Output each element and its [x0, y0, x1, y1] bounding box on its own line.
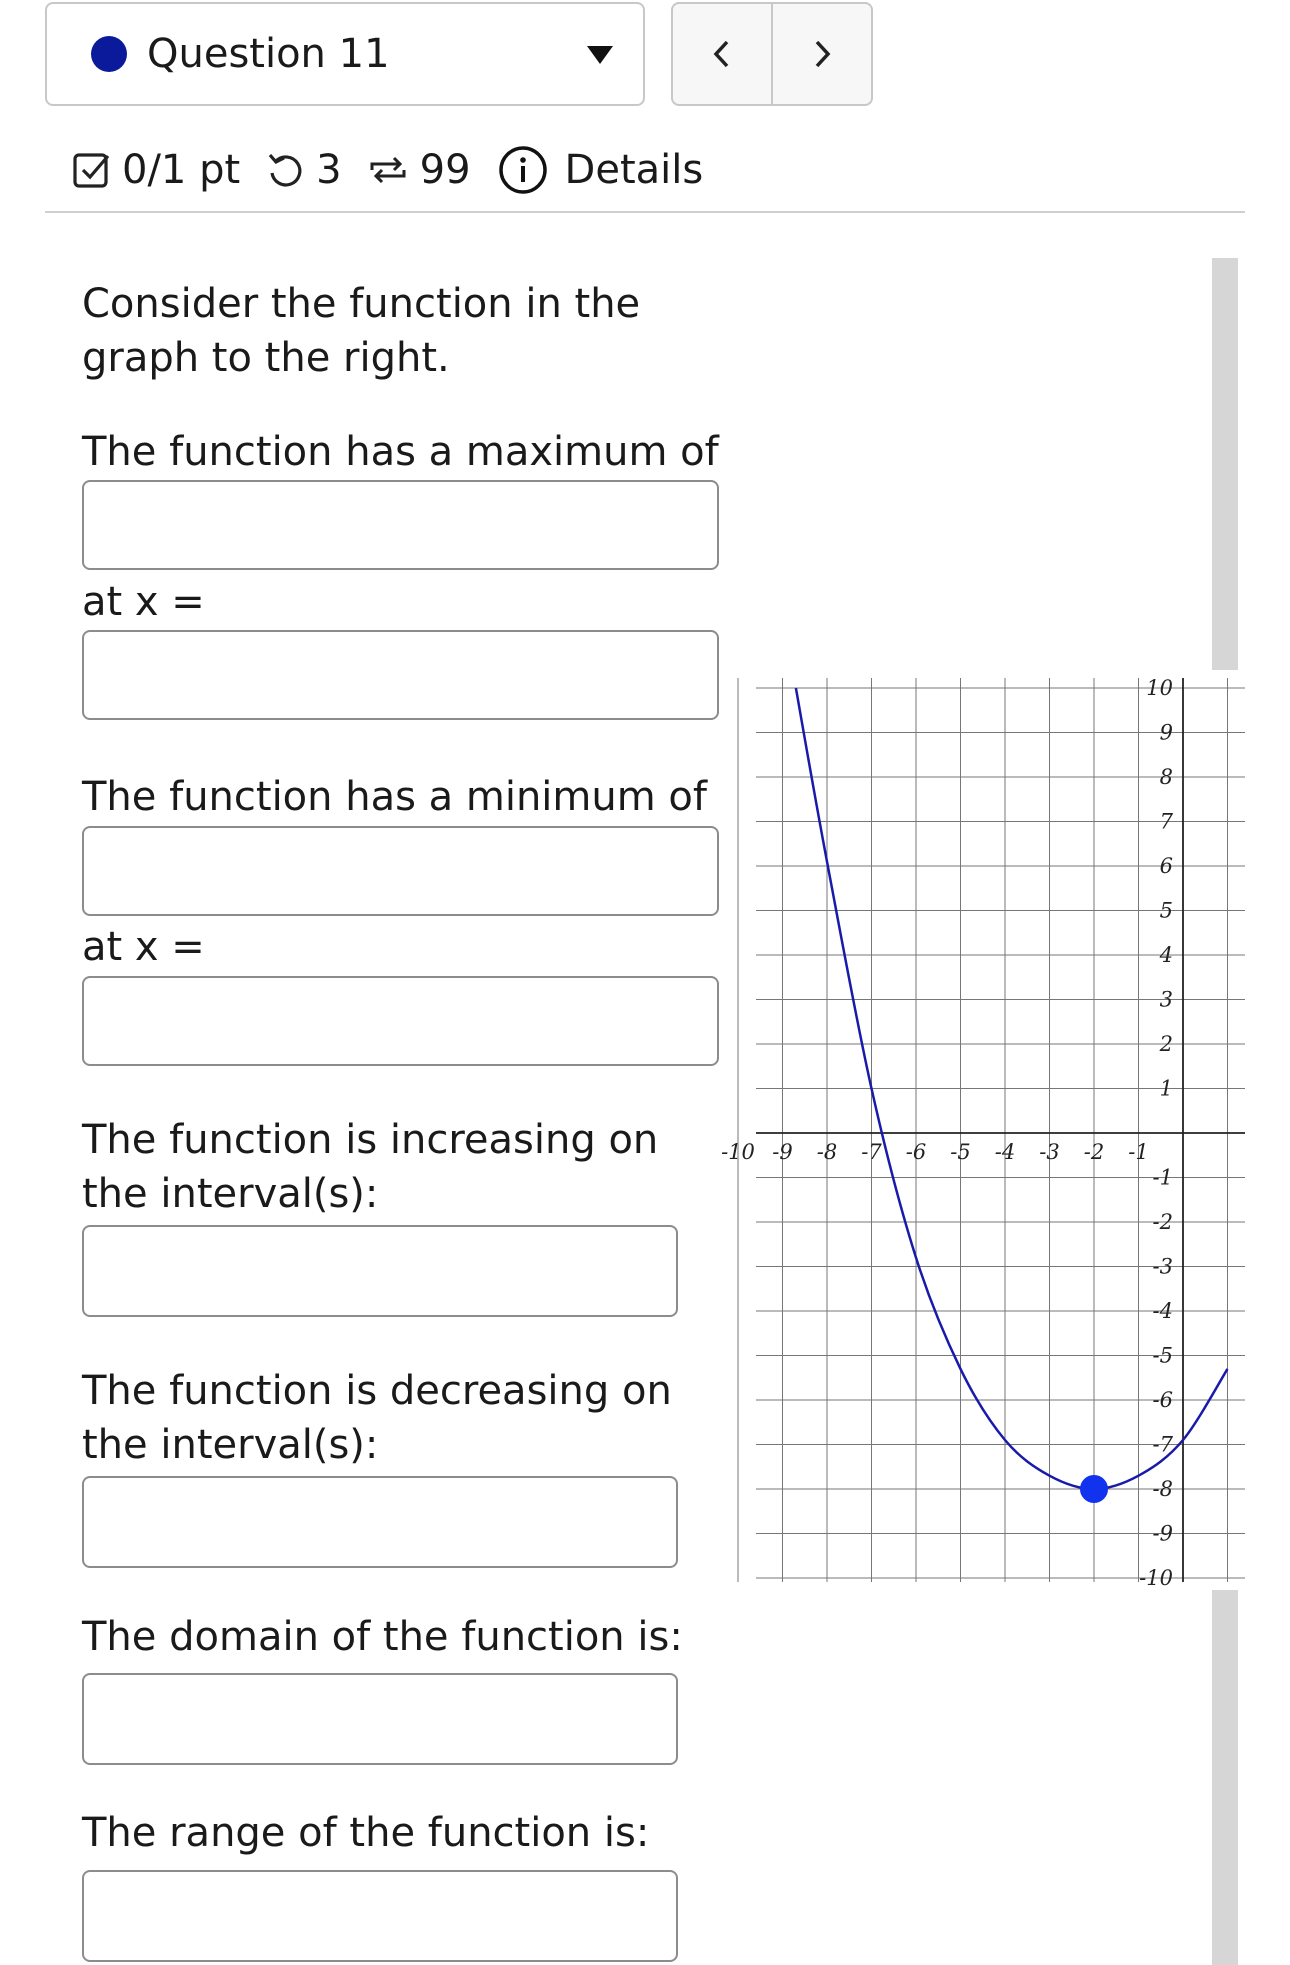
at-x-min-prompt: at x = [82, 924, 205, 970]
intro-text: Consider the function in the graph to the right. [82, 281, 641, 381]
y-tick-label: -3 [1152, 1254, 1173, 1279]
increasing-input[interactable] [82, 1225, 678, 1317]
previous-question-button[interactable] [673, 4, 771, 104]
minimum-point [1081, 1476, 1107, 1502]
y-tick-label: 5 [1159, 898, 1173, 923]
y-tick-label: -5 [1152, 1343, 1173, 1368]
y-tick-label: -9 [1152, 1521, 1173, 1546]
y-tick-label: 6 [1159, 854, 1173, 878]
question-meta [72, 140, 703, 200]
range-prompt: The range of the function is: [82, 1810, 650, 1856]
minimum-input[interactable] [82, 826, 719, 916]
x-tick-label: -6 [905, 1140, 927, 1164]
attempts-count: 99 [419, 147, 471, 193]
y-tick-label: 3 [1159, 987, 1173, 1012]
y-tick-label: -4 [1152, 1299, 1173, 1323]
decreasing-prompt: The function is decreasing on the interval(s): [82, 1368, 672, 1468]
y-tick-label: 8 [1159, 765, 1173, 789]
y-tick-label: -10 [1139, 1566, 1173, 1590]
minimum-prompt: The function has a minimum of [82, 774, 707, 820]
y-tick-label: 1 [1159, 1076, 1173, 1101]
details-label: Details [564, 147, 704, 193]
score-text: 0/1 pt [122, 147, 241, 193]
y-tick-label: 7 [1159, 809, 1173, 834]
x-tick-label: -1 [1128, 1140, 1149, 1164]
y-tick-label: -1 [1152, 1165, 1173, 1190]
min-x-input[interactable] [82, 976, 719, 1066]
y-tick-label: 9 [1159, 720, 1173, 745]
chevron-right-icon [807, 34, 837, 74]
question-status-dot [91, 36, 127, 72]
dropdown-caret-icon [587, 46, 613, 64]
y-tick-label: 4 [1159, 943, 1173, 967]
function-graph [721, 670, 1250, 1590]
question-label: Question 11 [147, 31, 390, 77]
x-tick-label: -3 [1039, 1140, 1060, 1164]
y-tick-label: 2 [1159, 1032, 1173, 1056]
x-tick-label: -8 [816, 1140, 838, 1164]
domain-input[interactable] [82, 1673, 678, 1765]
domain-prompt: The domain of the function is: [82, 1614, 683, 1660]
maximum-input[interactable] [82, 480, 719, 570]
checkbox-score-icon [72, 149, 112, 191]
y-tick-label: -6 [1152, 1388, 1173, 1412]
next-question-button[interactable] [771, 4, 871, 104]
x-tick-label: -9 [772, 1140, 793, 1164]
x-tick-label: -7 [861, 1140, 882, 1164]
attempts-icon [366, 148, 410, 192]
info-icon [497, 144, 549, 196]
retries-count: 3 [316, 147, 342, 193]
details-button[interactable] [497, 144, 704, 196]
x-tick-label: -5 [950, 1140, 971, 1164]
x-tick-label: -4 [994, 1140, 1016, 1164]
question-selector[interactable] [45, 2, 645, 106]
max-x-input[interactable] [82, 630, 719, 720]
y-tick-label: 10 [1146, 676, 1173, 700]
increasing-prompt: The function is increasing on the interval(s): [82, 1117, 659, 1217]
y-tick-label: -7 [1152, 1432, 1173, 1457]
retry-icon [264, 149, 306, 191]
chevron-left-icon [707, 34, 737, 74]
question-nav [671, 2, 873, 106]
decreasing-input[interactable] [82, 1476, 678, 1568]
x-tick-label: -10 [721, 1140, 755, 1164]
x-tick-label: -2 [1083, 1140, 1105, 1164]
graph-background [748, 670, 1250, 1590]
range-input[interactable] [82, 1870, 678, 1962]
header-divider [45, 211, 1245, 213]
y-tick-label: -8 [1152, 1477, 1173, 1501]
maximum-prompt: The function has a maximum of [82, 429, 719, 475]
at-x-max-prompt: at x = [82, 579, 205, 625]
y-tick-label: -2 [1152, 1210, 1173, 1234]
